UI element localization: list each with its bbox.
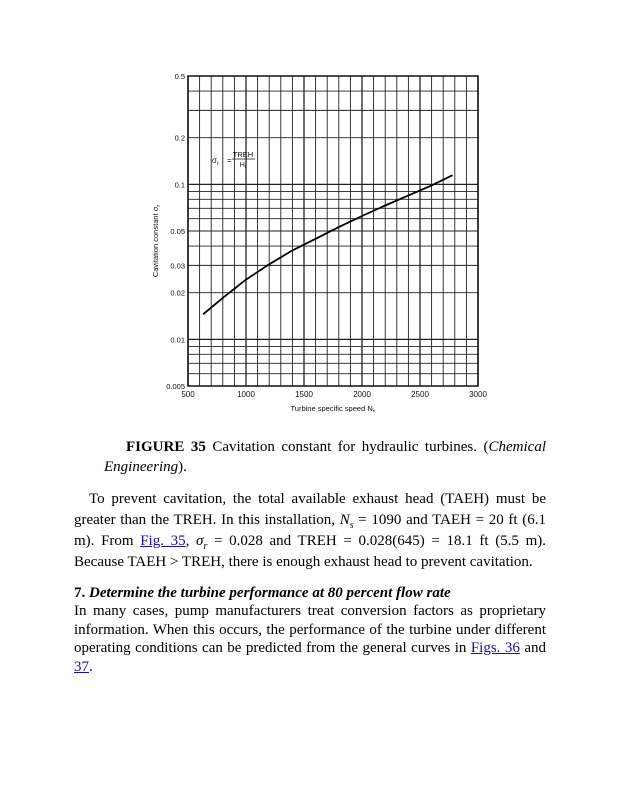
formula-equals: = — [227, 156, 232, 165]
caption-label: FIGURE 35 — [126, 439, 206, 455]
p2-text-1: In many cases, pump manufacturers treat conversion factors as proprietary information. When this occurs, the performance of the turbine under different operating conditions can be predicted from the general curves in — [74, 603, 546, 656]
paragraph-performance — [74, 602, 546, 676]
step-heading — [74, 583, 546, 603]
x-tick-label: 1000 — [237, 390, 255, 399]
p1-text-3: , — [185, 533, 197, 549]
y-tick-label: 0.01 — [170, 335, 185, 345]
p1-text-2: = 1090 and TAEH = 20 ft (6.1 m). From — [74, 512, 546, 549]
cavitation-chart — [150, 66, 490, 412]
y-axis-label: Cavitation constant $\sigma_r$ — [151, 204, 162, 278]
figure-35 — [150, 66, 490, 412]
x-tick-label: 1500 — [295, 390, 313, 399]
ns-subscript: s — [349, 520, 354, 531]
p1-text-4: = 0.028 and TREH = 0.028(645) = 18.1 ft (5.5 m). Because TAEH > TREH, there is enough exhaust head to prevent cavitation. — [74, 533, 546, 570]
y-tick-label: 0.05 — [170, 227, 185, 236]
formula-denominator: $H_t$ — [239, 162, 247, 171]
step-title: Determine the turbine performance at 80 percent flow rate — [89, 585, 451, 601]
p2-text-3: . — [89, 658, 93, 675]
x-tick-label: 500 — [181, 390, 195, 399]
y-tick-label: 0.1 — [174, 180, 185, 190]
x-tick-label: 2000 — [353, 390, 371, 399]
paragraph-cavitation — [74, 489, 546, 573]
x-tick-label: 2500 — [411, 390, 429, 399]
fig-37-link[interactable]: 37 — [74, 658, 89, 675]
figure-caption — [104, 437, 546, 477]
sigma-subscript: r — [203, 541, 208, 552]
p2-text-2: and — [519, 640, 546, 656]
x-tick-label: 3000 — [469, 390, 487, 399]
formula-lhs: $\sigma_r$ — [212, 156, 219, 167]
caption-end: ). — [178, 459, 187, 475]
p1-text-1: To prevent cavitation, the total available exhaust head (TAEH) must be greater than the TREH. In this installation, — [74, 491, 546, 528]
chart-svg — [150, 66, 490, 412]
ns-symbol: N — [339, 512, 350, 528]
fig-35-link[interactable]: Fig. 35 — [140, 533, 186, 549]
sigma-symbol: σ — [196, 533, 204, 549]
y-tick-label: 0.005 — [166, 382, 185, 391]
caption-text: Cavitation constant for hydraulic turbines. ( — [205, 439, 489, 455]
y-tick-label: 0.5 — [174, 72, 185, 81]
figs-36-link[interactable]: Figs. 36 — [470, 640, 520, 656]
y-tick-label: 0.02 — [170, 288, 185, 298]
y-tick-label: 0.03 — [170, 261, 185, 271]
caption-source: Chemical Engineering — [104, 439, 547, 475]
formula-numerator: TREH — [232, 150, 254, 159]
cavitation-constant-curve — [203, 175, 452, 314]
step-number: 7. — [74, 585, 89, 601]
x-axis-label: Turbine specific speed $N_s$ — [290, 404, 376, 412]
y-tick-label: 0.2 — [174, 133, 185, 143]
